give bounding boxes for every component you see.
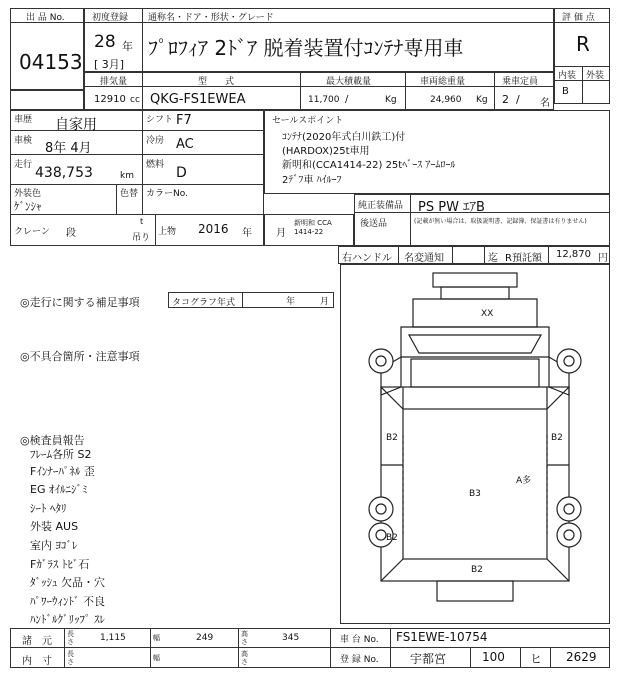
ext-color: ｹﾞﾝｼｬ bbox=[14, 200, 42, 213]
mark-b2-rear: B2 bbox=[471, 565, 483, 575]
capacity-sep: / bbox=[516, 93, 520, 106]
reg-class: 100 bbox=[482, 650, 505, 664]
history: 自家用 bbox=[55, 117, 97, 133]
max-load-sep: / bbox=[345, 94, 349, 105]
recycle-unit: 円 bbox=[598, 253, 608, 264]
exterior-grade-label: 外装 bbox=[586, 71, 605, 81]
inspector-line-8: ﾀﾞｯｼｭ 欠品・穴 bbox=[30, 576, 105, 589]
interior-grade: B bbox=[562, 86, 569, 97]
crane-ton: t bbox=[140, 217, 144, 226]
tax-label: 迄 bbox=[488, 253, 498, 264]
sales-line-4: 2ﾃﾞﾌ車 ﾊｲﾙｰﾌ bbox=[282, 175, 342, 186]
capacity: 2 bbox=[502, 93, 509, 106]
interior-grade-label: 内装 bbox=[558, 71, 577, 81]
ac-label: 冷房 bbox=[146, 136, 165, 146]
capacity-unit: 名 bbox=[540, 98, 550, 109]
mark-b2-left-rear: B2 bbox=[386, 533, 398, 543]
chassis-no: FS1EWE-10754 bbox=[396, 630, 488, 644]
inspector-line-3: EG ｵｲﾙﾆｼﾞﾐ bbox=[30, 483, 88, 496]
inspector-line-6: 室内 ﾖｺﾞﾚ bbox=[30, 539, 78, 552]
sales-line-1: ｺﾝﾃﾅ(2020年式白川鉄工)付 bbox=[282, 132, 406, 143]
chassis-label: 車 台 No. bbox=[340, 635, 379, 645]
recycle-amount: 12,870 bbox=[556, 249, 591, 260]
inspector-line-1: ﾌﾚｰﾑ各所 S2 bbox=[30, 448, 92, 461]
body-maker: 新明和 CCA bbox=[294, 219, 332, 227]
shift: F7 bbox=[176, 113, 192, 128]
name-change-label: 名変通知 bbox=[404, 253, 444, 264]
body-month-unit: 月 bbox=[276, 228, 286, 239]
max-load: 11,700 bbox=[308, 95, 340, 105]
car-name: ﾌﾟﾛﾌｨｱ 2ﾄﾞｱ 脱着装置付ｺﾝﾃﾅ専用車 bbox=[148, 36, 464, 60]
displacement-unit: cc bbox=[130, 95, 140, 105]
grade-value: R bbox=[576, 32, 590, 56]
color-change-label: 色替 bbox=[120, 189, 139, 199]
reg-month: [ 3月] bbox=[94, 58, 125, 71]
shift-label: シフト bbox=[146, 115, 174, 125]
mileage: 438,753 bbox=[35, 165, 93, 181]
sales-line-3: 新明和(CCA1414-22) 25tﾍﾞｰｽ ｱｰﾑﾛｰﾙ bbox=[282, 160, 456, 171]
tacho-year-unit: 年 bbox=[286, 297, 296, 307]
fuel: D bbox=[176, 165, 187, 181]
reg-kana: ヒ bbox=[530, 652, 543, 666]
reg-label: 登 録 No. bbox=[340, 655, 379, 665]
crane-label: クレーン bbox=[14, 227, 50, 237]
crane-dan: 段 bbox=[66, 228, 76, 239]
gross-weight-label: 車両総重量 bbox=[420, 77, 466, 87]
body-year-unit: 年 bbox=[242, 228, 252, 239]
length: 1,115 bbox=[100, 633, 126, 643]
inspector-line-7: Fｶﾞﾗｽ ﾄﾋﾞ石 bbox=[30, 558, 90, 571]
sales-label: セールスポイント bbox=[272, 116, 344, 126]
reg-area: 宇都宮 bbox=[410, 652, 447, 666]
first-reg-label: 初度登録 bbox=[92, 13, 129, 23]
inspector-line-4: ｼｰﾄ ﾍﾀﾘ bbox=[30, 502, 67, 515]
inspection-label: 車検 bbox=[14, 136, 33, 146]
aftermarket-label: 後送品 bbox=[360, 219, 388, 229]
body-year: 2016 bbox=[198, 222, 229, 236]
inspector-line-9: ﾊﾟﾜｰｳｨﾝﾄﾞ 不良 bbox=[30, 595, 105, 608]
mileage-label: 走行 bbox=[14, 160, 33, 170]
displacement-label: 排気量 bbox=[100, 77, 128, 87]
fuel-label: 燃料 bbox=[146, 160, 165, 170]
mark-b2-right: B2 bbox=[551, 433, 563, 443]
body-model: 1414-22 bbox=[294, 228, 324, 236]
inspector-line-2: Fｲﾝﾅｰﾊﾟﾈﾙ 歪 bbox=[30, 465, 95, 478]
sales-line-2: (HARDOX)25t車用 bbox=[282, 146, 370, 157]
lot-number: 04153 bbox=[19, 50, 83, 74]
height-label: 高さ bbox=[241, 630, 248, 646]
width: 249 bbox=[196, 633, 214, 643]
displacement: 12910 bbox=[94, 94, 126, 105]
aftermarket-note: (記載が無い場合は、取扱説明書、記録簿、保証書は有りません) bbox=[414, 218, 587, 225]
mark-b2-left: B2 bbox=[386, 433, 398, 443]
dims-label: 諸 元 bbox=[22, 636, 52, 647]
lot-label: 出 品 No. bbox=[26, 13, 65, 23]
mark-b3: B3 bbox=[469, 489, 481, 499]
name-label: 通称名・ドア・形状・グレード bbox=[148, 13, 274, 23]
history-label: 車歴 bbox=[14, 115, 33, 125]
mark-xx: XX bbox=[481, 309, 494, 319]
max-load-label: 最大積載量 bbox=[326, 77, 372, 87]
reg-no: 2629 bbox=[566, 650, 597, 664]
ac: AC bbox=[176, 137, 194, 152]
height: 345 bbox=[282, 633, 300, 643]
color-no-label: カラーNo. bbox=[146, 189, 188, 199]
recycle-label: R預託額 bbox=[505, 253, 542, 264]
inspector-label: ◎検査員報告 bbox=[20, 434, 85, 447]
max-load-unit: Kg bbox=[385, 95, 397, 105]
inspection: 8年 4月 bbox=[45, 141, 92, 156]
capacity-label: 乗車定員 bbox=[502, 77, 539, 87]
inspector-line-5: 外装 AUS bbox=[30, 520, 79, 533]
mileage-unit: km bbox=[120, 171, 134, 181]
reg-year-unit: 年 bbox=[122, 40, 133, 53]
interior-dims-label: 内 寸 bbox=[22, 656, 52, 667]
type-label: 型 式 bbox=[198, 77, 235, 87]
ext-color-label: 外装色 bbox=[14, 189, 42, 199]
tacho-month-unit: 月 bbox=[320, 297, 330, 307]
grade-label: 評 価 点 bbox=[562, 13, 595, 23]
reg-year: 28 bbox=[94, 32, 116, 52]
width-label: 幅 bbox=[153, 634, 160, 642]
truck-diagram bbox=[340, 264, 610, 624]
crane-tsuri: 吊り bbox=[132, 233, 151, 243]
length-label: 長さ bbox=[67, 630, 74, 646]
defect-label: ◎不具合箇所・注意事項 bbox=[20, 350, 140, 363]
model: QKG-FS1EWEA bbox=[150, 92, 246, 107]
equipment-label: 純正装備品 bbox=[358, 201, 404, 211]
running-label: ◎走行に関する補足事項 bbox=[20, 296, 140, 309]
gross-weight: 24,960 bbox=[430, 95, 462, 105]
equipment: PS PW ｴｱB bbox=[418, 200, 485, 215]
body-label: 上物 bbox=[158, 227, 177, 237]
gross-weight-unit: Kg bbox=[476, 95, 488, 105]
handle: 右ハンドル bbox=[342, 253, 392, 264]
inspector-line-10: ﾊﾝﾄﾞﾙｸﾞﾘｯﾌﾟ ｽﾚ bbox=[30, 613, 105, 626]
tacho-label: タコグラフ年式 bbox=[172, 298, 236, 308]
mark-a-many: A多 bbox=[516, 476, 532, 486]
